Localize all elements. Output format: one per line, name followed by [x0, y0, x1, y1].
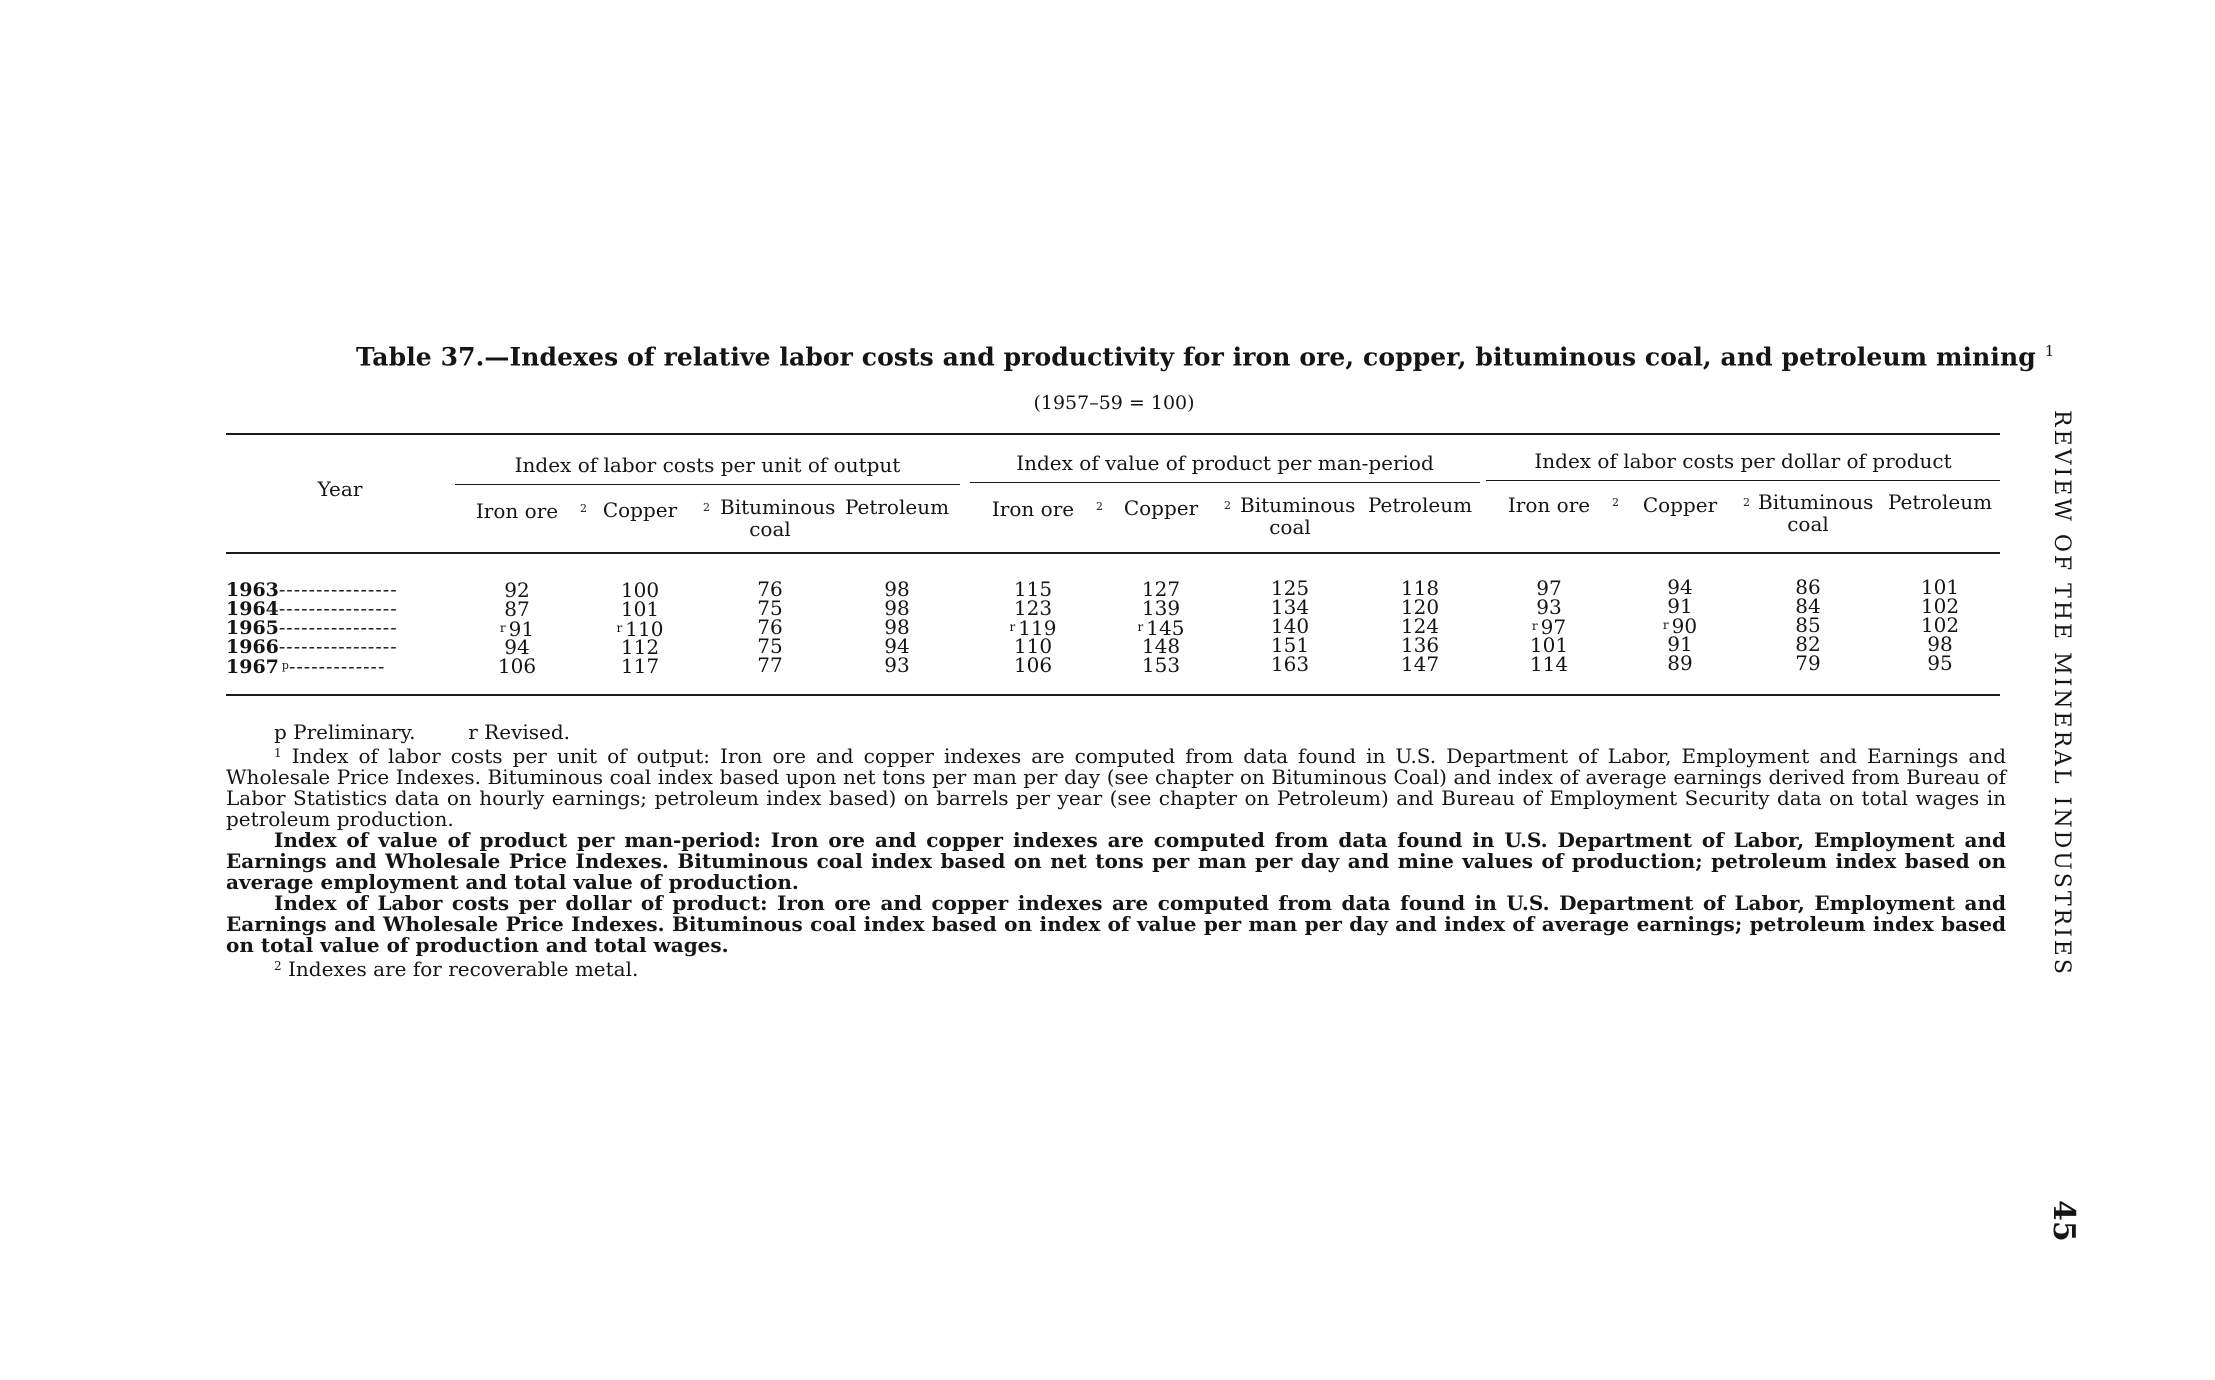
row-leader: ---------------- [278, 617, 398, 639]
table-cell [1116, 598, 1206, 618]
note-marks [226, 722, 2006, 743]
column-footnote-ref: 2 [1612, 496, 1619, 509]
column-footnote-ref: 2 [1096, 500, 1103, 513]
cell-value: 102 [1920, 594, 1960, 618]
preliminary-mark: p [281, 659, 289, 672]
cell-value: 85 [1795, 613, 1821, 637]
column-footnote-ref: 2 [1224, 499, 1231, 512]
cell-value: 117 [620, 654, 660, 678]
cell-value: 136 [1400, 633, 1440, 657]
cell-value: 101 [620, 597, 660, 621]
row-year-label [226, 618, 398, 638]
cell-value: 100 [620, 578, 660, 602]
row-year: 1967 [226, 656, 279, 678]
year-column-header: Year [317, 477, 363, 501]
cell-value: 97 [1536, 576, 1562, 600]
footnote-2-text: Indexes are for recoverable metal. [288, 957, 639, 981]
footnote-1-ref: 1 [274, 746, 282, 760]
cell-value: 119 [1018, 616, 1057, 640]
column-footnote-ref: 2 [703, 501, 710, 514]
cell-value: 95 [1927, 651, 1953, 675]
cell-value: 98 [1927, 632, 1953, 656]
group-rule-1 [455, 484, 960, 485]
cell-value: 147 [1400, 652, 1440, 676]
cell-value: 115 [1013, 577, 1053, 601]
cell-value: 112 [620, 635, 660, 659]
cell-value: 79 [1795, 651, 1821, 675]
footnote-1-part-b [226, 830, 2006, 893]
cell-value: 140 [1270, 614, 1310, 638]
cell-value: 125 [1270, 576, 1310, 600]
cell-value: 124 [1400, 614, 1440, 638]
column-header-iron-ore [1489, 492, 1619, 517]
cell-value: 76 [757, 577, 783, 601]
column-header-iron-ore [457, 498, 587, 523]
column-header-label: Iron ore [475, 499, 559, 523]
cell-value: 76 [757, 615, 783, 639]
page-number: 45 [2046, 1200, 2081, 1242]
table-title-text: Table 37.—Indexes of relative labor costs and productivity for iron ore, copper, bituminous coal, and petroleum mining [356, 342, 2036, 372]
column-header-petroleum [1880, 491, 2000, 513]
footnote-1-text-b: Index of value of product per man-period: Iron ore and copper indexes are computed from data found in U.S. Department of Labor, Employment and Earnings and Wholesale Price Indexes. Bituminous coal index based on net tons per man per day and mine values of production; petroleum index based on average employment and total value of production. [226, 828, 2006, 894]
cell-value: 120 [1400, 595, 1440, 619]
column-header-bituminous-coal [1748, 490, 1874, 536]
running-head: REVIEW OF THE MINERAL INDUSTRIES [2049, 410, 2074, 977]
column-header-petroleum [837, 496, 957, 518]
column-header-label: Bituminous coal [1758, 490, 1874, 536]
group-rule-2 [970, 482, 1480, 483]
row-leader: ---------------- [278, 579, 398, 601]
column-header-label: Iron ore [1507, 493, 1591, 517]
row-year: 1964 [226, 598, 279, 620]
group-header-value-product: Index of value of product per man-period [1016, 451, 1434, 475]
cell-value: 86 [1795, 575, 1821, 599]
base-period-text: (1957–59 = 100) [1033, 392, 1195, 414]
cell-value: 75 [757, 634, 783, 658]
group-header-labor-costs-unit: Index of labor costs per unit of output [514, 453, 901, 477]
table-cell [852, 655, 942, 675]
table-cell [1763, 653, 1853, 673]
row-year: 1966 [226, 636, 279, 658]
table-cell [1635, 596, 1725, 616]
cell-value: 82 [1795, 632, 1821, 656]
cell-value: 93 [1536, 595, 1562, 619]
table-base-period [0, 392, 2215, 414]
cell-value: 91 [508, 617, 535, 641]
row-year: 1965 [226, 617, 279, 639]
cell-value: 91 [1667, 632, 1693, 656]
table-notes [226, 722, 2006, 980]
cell-value: 118 [1400, 576, 1440, 600]
column-header-label: Petroleum [1367, 493, 1473, 517]
row-leader: ------------- [288, 656, 386, 678]
column-header-copper [1101, 495, 1231, 520]
table-cell [1504, 654, 1594, 674]
column-header-label: Bituminous coal [1240, 493, 1356, 539]
row-leader: ---------------- [278, 598, 398, 620]
cell-value: 114 [1529, 652, 1569, 676]
column-header-label: Petroleum [1887, 490, 1993, 514]
column-header-label: Petroleum [844, 495, 950, 519]
cell-value: 98 [884, 596, 910, 620]
revised-mark: r [1137, 620, 1144, 634]
table-cell [1116, 655, 1206, 675]
table-cell [472, 656, 562, 676]
cell-value: 110 [1013, 634, 1053, 658]
table-cell [1635, 653, 1725, 673]
cell-value: 127 [1141, 577, 1181, 601]
column-header-label: Iron ore [991, 497, 1075, 521]
cell-value: 94 [884, 634, 910, 658]
table-bottom-rule [226, 694, 2000, 696]
revised-mark: r [1662, 618, 1669, 632]
revised-mark: r [499, 621, 506, 635]
cell-value: 101 [1920, 575, 1960, 599]
row-year-label [226, 599, 398, 619]
footnote-1-text-c: Index of Labor costs per dollar of product: Iron ore and copper indexes are computed from data found in U.S. Department of Labor, Employment and Earnings and Wholesale Price Indexes. Bituminous coal index based on index of value per man per day and index of average earnings; petroleum index based on total value of production and total wages. [226, 891, 2006, 957]
revised-mark: r [1009, 620, 1016, 634]
cell-value: 94 [504, 635, 530, 659]
note-revised: r Revised. [468, 720, 571, 744]
cell-value: 94 [1667, 575, 1693, 599]
column-header-label: Bituminous coal [720, 495, 836, 541]
cell-value: 151 [1270, 633, 1310, 657]
cell-value: 145 [1146, 616, 1185, 640]
table-top-rule [226, 433, 2000, 435]
column-header-bituminous-coal [710, 495, 836, 541]
header-bottom-rule [226, 552, 2000, 554]
cell-value: 98 [884, 577, 910, 601]
column-header-copper [1620, 492, 1750, 517]
table-title [356, 342, 2055, 372]
footnote-1-text-a: Index of labor costs per unit of output: Iron ore and copper indexes are computed from data found in U.S. Department of Labor, Employment and Earnings and Wholesale Price Indexes. Bituminous coal index based upon net tons per man per day (see chapter on Bituminous Coal) and index of average earnings derived from Bureau of Labor Statistics data on hourly earnings; petroleum index based) on barrels per year (see chapter on Petroleum) and Bureau of Employment Security data on total wages in petroleum production. [226, 744, 2007, 831]
column-header-label: Copper [1642, 493, 1718, 517]
row-year-label [226, 656, 385, 677]
cell-value: 139 [1141, 596, 1181, 620]
cell-value: 75 [757, 596, 783, 620]
cell-value: 92 [504, 578, 530, 602]
column-header-petroleum [1360, 494, 1480, 516]
group-header-labor-costs-dollar: Index of labor costs per dollar of product [1534, 449, 1952, 473]
cell-value: 91 [1667, 594, 1693, 618]
cell-value: 123 [1013, 596, 1053, 620]
cell-value: 87 [504, 597, 530, 621]
title-footnote-ref: 1 [2044, 342, 2055, 360]
cell-value: 134 [1270, 595, 1310, 619]
cell-value: 98 [884, 615, 910, 639]
revised-mark: r [616, 621, 623, 635]
group-rule-3 [1486, 480, 2000, 481]
table-cell [1375, 654, 1465, 674]
cell-value: 101 [1529, 633, 1569, 657]
row-leader: ---------------- [278, 636, 398, 658]
table-cell [595, 656, 685, 676]
footnote-1-part-c [226, 893, 2006, 956]
table-cell [1504, 597, 1594, 617]
cell-value: 102 [1920, 613, 1960, 637]
cell-value: 89 [1667, 651, 1693, 675]
revised-mark: r [1531, 619, 1538, 633]
table-cell [1895, 653, 1985, 673]
table-cell [595, 599, 685, 619]
cell-value: 163 [1270, 652, 1310, 676]
cell-value: 106 [497, 654, 537, 678]
table-cell [988, 598, 1078, 618]
table-cell [1245, 654, 1335, 674]
cell-value: 106 [1013, 653, 1053, 677]
cell-value: 148 [1141, 634, 1181, 658]
row-year-label [226, 637, 398, 657]
cell-value: 93 [884, 653, 910, 677]
column-footnote-ref: 2 [580, 502, 587, 515]
table-cell [725, 655, 815, 675]
column-header-label: Copper [602, 498, 678, 522]
footnote-2-ref: 2 [274, 959, 282, 973]
column-header-bituminous-coal [1230, 493, 1356, 539]
cell-value: 84 [1795, 594, 1821, 618]
note-preliminary: p Preliminary. [274, 720, 416, 744]
column-header-label: Copper [1123, 496, 1199, 520]
column-footnote-ref: 2 [1743, 496, 1750, 509]
cell-value: 77 [757, 653, 783, 677]
cell-value: 90 [1671, 614, 1698, 638]
row-year-label [226, 580, 398, 600]
footnote-2 [226, 956, 2006, 980]
table-cell [472, 599, 562, 619]
column-header-copper [580, 497, 710, 522]
footnote-1-part-a [226, 743, 2006, 830]
cell-value: 97 [1540, 615, 1567, 639]
table-cell [988, 655, 1078, 675]
cell-value: 110 [625, 617, 664, 641]
row-year: 1963 [226, 579, 279, 601]
column-header-iron-ore [973, 496, 1103, 521]
cell-value: 153 [1141, 653, 1181, 677]
